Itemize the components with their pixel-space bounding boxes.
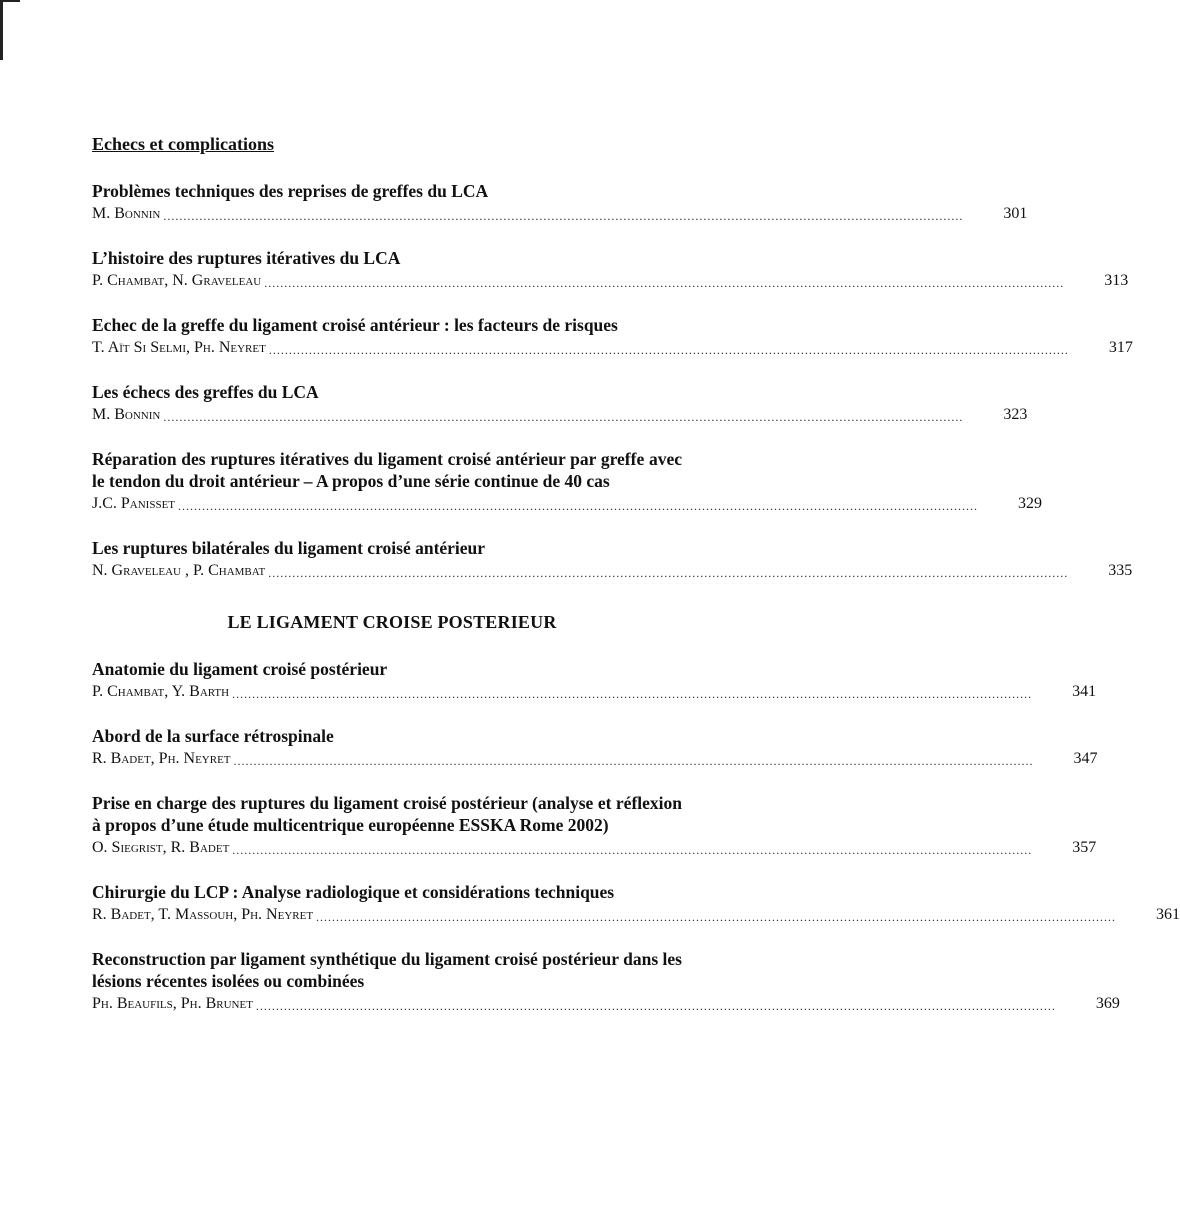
entry-title: Les échecs des greffes du LCA [92, 382, 319, 402]
entry-page-number: 301 [1003, 205, 1028, 222]
entry-line [92, 404, 1028, 426]
dot-leader: ........................................................................................................................................................................................................ [316, 910, 1117, 924]
entry-line [92, 904, 1180, 926]
toc-entry [92, 247, 1129, 292]
entry-page-number: 357 [1072, 839, 1097, 856]
entry-line [92, 203, 1028, 225]
dot-leader: ........................................................................................................................................................................................................ [232, 843, 1033, 857]
section-title-echecs: Echecs et complications [92, 134, 274, 154]
entry-authors: R. Badet, T. Massouh, Ph. Neyret [92, 906, 314, 923]
toc-entry [92, 792, 1097, 859]
entry-title: Abord de la surface rétrospinale [92, 726, 334, 746]
entry-title: Problèmes techniques des reprises de greffes du LCA [92, 181, 489, 201]
entry-line [92, 993, 1120, 1015]
dot-leader: ........................................................................................................................................................................................................ [232, 687, 1033, 701]
entry-title: Les ruptures bilatérales du ligament croisé antérieur [92, 538, 486, 558]
entry-page-number: 335 [1108, 562, 1133, 579]
toc-entry [92, 948, 1120, 1015]
toc-entry [92, 881, 1180, 926]
entry-page-number: 313 [1104, 272, 1129, 289]
toc-entry [92, 381, 1028, 426]
entry-authors: J.C. Panisset [92, 495, 176, 512]
entry-line [92, 748, 1098, 770]
entry-line [92, 560, 1133, 582]
entry-authors: T. Aït Si Selmi, Ph. Neyret [92, 339, 266, 356]
entry-line [92, 270, 1129, 292]
toc-entry [92, 448, 1043, 515]
entry-authors: R. Badet, Ph. Neyret [92, 750, 231, 767]
entry-page-number: 369 [1095, 995, 1120, 1012]
page-edge-mark [0, 0, 3, 60]
entry-line [92, 493, 1043, 515]
entry-title: Chirurgie du LCP : Analyse radiologique et considérations techniques [92, 882, 615, 902]
dot-leader: ........................................................................................................................................................................................................ [163, 209, 964, 223]
entry-page-number: 347 [1073, 750, 1098, 767]
entry-authors: M. Bonnin [92, 406, 161, 423]
entry-authors: M. Bonnin [92, 205, 161, 222]
entry-title: Prise en charge des ruptures du ligament croisé postérieur (analyse et réflexion à propos d’une étude multicentrique européenne ESSKA Rome 2002) [92, 793, 682, 835]
dot-leader: ........................................................................................................................................................................................................ [163, 410, 964, 424]
entry-line [92, 337, 1133, 359]
entry-title: Echec de la greffe du ligament croisé antérieur : les facteurs de risques [92, 315, 618, 335]
toc-entry [92, 180, 1028, 225]
entry-authors: P. Chambat, N. Graveleau [92, 272, 262, 289]
toc-entry [92, 658, 1097, 703]
entry-page-number: 341 [1072, 683, 1097, 700]
entry-authors: P. Chambat, Y. Barth [92, 683, 230, 700]
entry-title: L’histoire des ruptures itératives du LCA [92, 248, 401, 268]
entry-authors: N. Graveleau , P. Chambat [92, 562, 266, 579]
entry-authors: O. Siegrist, R. Badet [92, 839, 230, 856]
page-corner-mark [0, 0, 20, 2]
entry-page-number: 317 [1108, 339, 1133, 356]
entry-title: Anatomie du ligament croisé postérieur [92, 659, 388, 679]
entry-title: Réparation des ruptures itératives du ligament croisé antérieur par greffe avec le tendon du droit antérieur – A propos d’une série continue de 40 cas [92, 449, 682, 491]
entry-authors: Ph. Beaufils, Ph. Brunet [92, 995, 253, 1012]
entry-line [92, 681, 1097, 703]
dot-leader: ........................................................................................................................................................................................................ [268, 343, 1069, 357]
dot-leader: ........................................................................................................................................................................................................ [255, 999, 1056, 1013]
toc-entry [92, 537, 1133, 582]
dot-leader: ........................................................................................................................................................................................................ [268, 566, 1069, 580]
dot-leader: ........................................................................................................................................................................................................ [233, 754, 1034, 768]
entry-title: Reconstruction par ligament synthétique du ligament croisé postérieur dans les lésions récentes isolées ou combinées [92, 949, 682, 991]
toc-entry [92, 725, 1098, 770]
dot-leader: ........................................................................................................................................................................................................ [264, 276, 1065, 290]
table-of-contents [92, 132, 1180, 1037]
dot-leader: ........................................................................................................................................................................................................ [178, 499, 979, 513]
entry-line [92, 837, 1097, 859]
part-title-lcp: LE LIGAMENT CROISE POSTERIEUR [227, 612, 557, 632]
entry-page-number: 323 [1003, 406, 1028, 423]
toc-entry [92, 314, 1133, 359]
entry-page-number: 361 [1156, 906, 1180, 923]
entry-page-number: 329 [1018, 495, 1043, 512]
